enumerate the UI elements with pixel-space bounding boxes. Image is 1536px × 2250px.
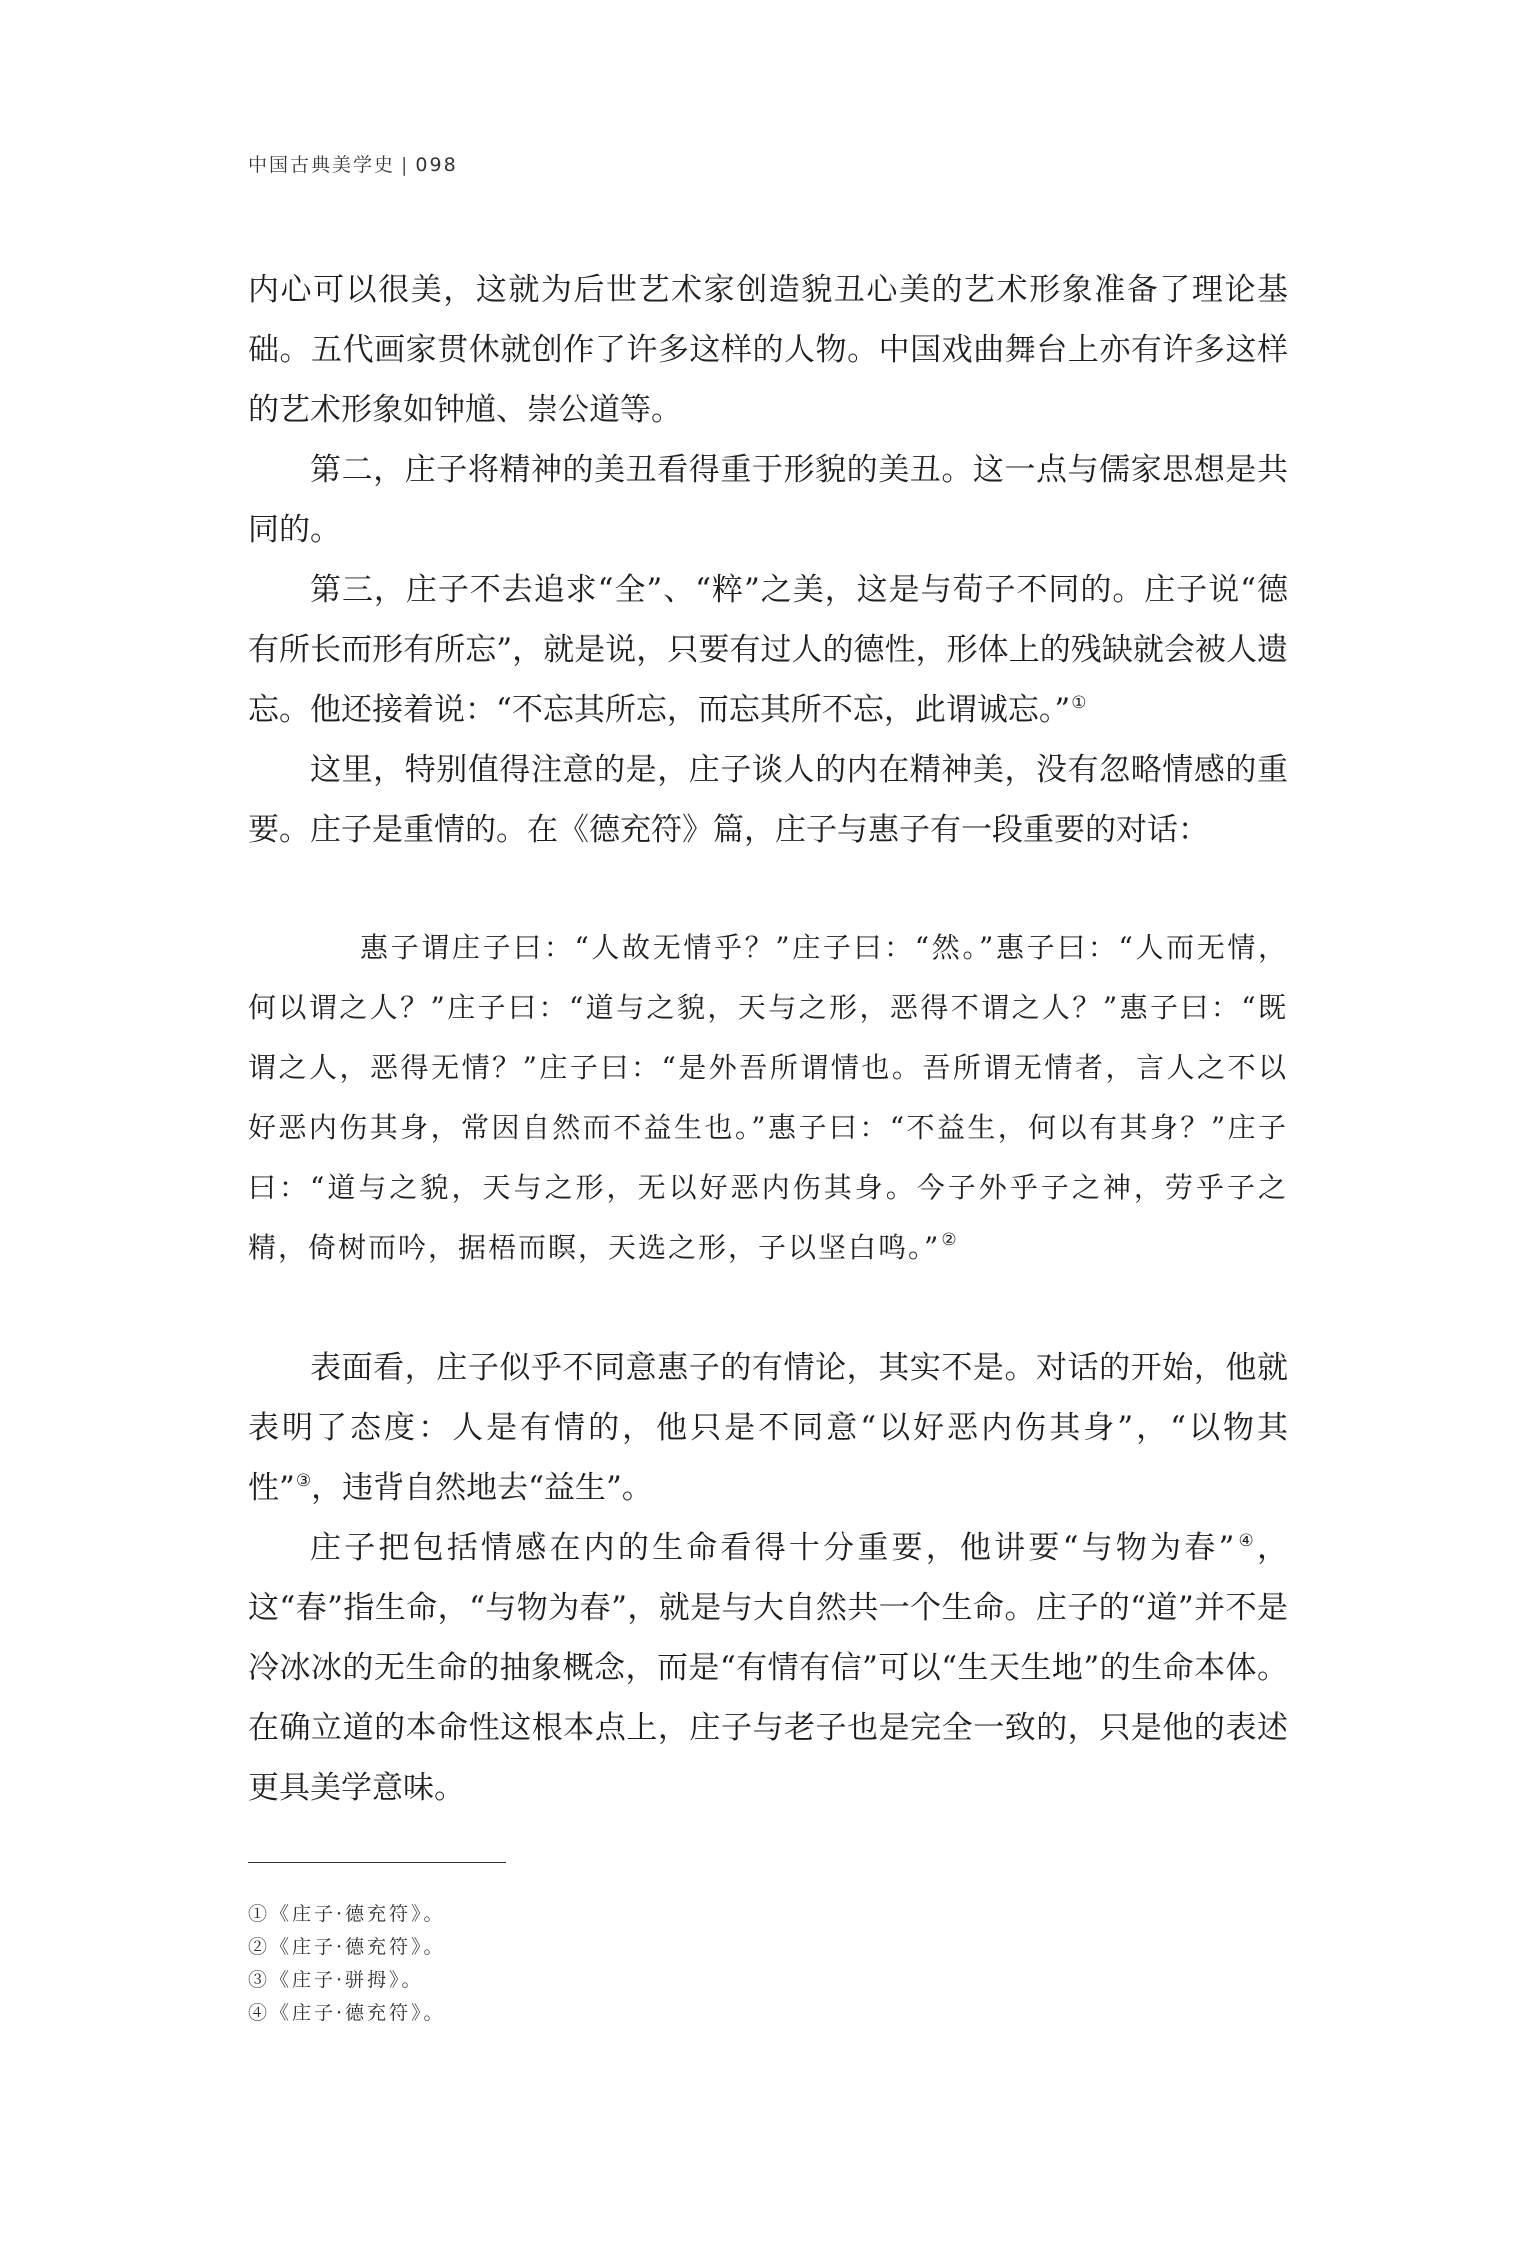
- footnote-divider: [248, 1862, 506, 1863]
- paragraph-surface-view-text-b: ，违背自然地去“益生”。: [311, 1470, 653, 1506]
- paragraph-life-importance-text-b: ，这“春”指生命，“与物为春”，就是与大自然共一个生命。庄子的“道”并不是冷冰冰的无生命的抽象概念，而是“有情有信”可以“生天生地”的生命本体。在确立道的本命性这根本点上，庄子与老子也是完全一致的，只是他的表述更具美学意味。: [248, 1530, 1288, 1806]
- block-quote: [248, 918, 1288, 1278]
- footnote-ref-3: ③: [295, 1471, 312, 1491]
- footnote-3: ③《庄子·骈拇》。: [248, 1969, 424, 1991]
- running-header: [248, 150, 458, 177]
- footnote-ref-2: ②: [941, 1230, 959, 1250]
- paragraph-second-point: 第二，庄子将精神的美丑看得重于形貌的美丑。这一点与儒家思想是共同的。: [248, 452, 1288, 548]
- block-quote-text: [248, 918, 1288, 1278]
- footnote-4: ④《庄子·德充符》。: [248, 2002, 446, 2024]
- footnote-2: ②《庄子·德充符》。: [248, 1936, 446, 1958]
- footnote-ref-4: ④: [1235, 1531, 1257, 1551]
- quote-body: 惠子谓庄子曰：“人故无情乎？”庄子曰：“然。”惠子曰：“人而无情，何以谓之人？”庄子曰：“道与之貌，天与之形，恶得不谓之人？”惠子曰：“既谓之人，恶得无情？”庄子曰：“是外吾所谓情也。吾所谓无情者，言人之不以好恶内伤其身，常因自然而不益生也。”惠子曰：“不益生，何以有其身？”庄子曰：“道与之貌，天与之形，无以好恶内伤其身。今子外乎子之神，劳乎子之精，倚树而吟，据梧而瞑，天选之形，子以坚白鸣。”: [248, 931, 1288, 1264]
- paragraph-continued: 内心可以很美，这就为后世艺术家创造貌丑心美的艺术形象准备了理论基础。五代画家贯休就创作了许多这样的人物。中国戏曲舞台上亦有许多这样的艺术形象如钟馗、崇公道等。: [248, 272, 1288, 428]
- paragraph-life-importance-text-a: 庄子把包括情感在内的生命看得十分重要，他讲要“与物为春”: [310, 1530, 1235, 1566]
- book-title: 中国古典美学史: [248, 154, 396, 176]
- footnotes: [248, 1898, 446, 2030]
- paragraph-emotion: 这里，特别值得注意的是，庄子谈人的内在精神美，没有忽略情感的重要。庄子是重情的。在《德充符》篇，庄子与惠子有一段重要的对话：: [248, 752, 1288, 848]
- header-separator: |: [401, 154, 410, 176]
- paragraph-surface-view-text-a: 表面看，庄子似乎不同意惠子的有情论，其实不是。对话的开始，他就表明了态度：人是有情的，他只是不同意“以好恶内伤其身”，“以物其性”: [248, 1350, 1288, 1506]
- page-number: 098: [415, 154, 458, 176]
- main-text-lower: [248, 1338, 1288, 1818]
- paragraph-third-point: [248, 560, 1288, 740]
- footnote-1: ①《庄子·德充符》。: [248, 1903, 446, 1925]
- paragraph-life-importance: [248, 1518, 1288, 1818]
- paragraph-surface-view: [248, 1338, 1288, 1518]
- main-text-upper: [248, 260, 1288, 860]
- footnote-ref-1: ①: [1071, 693, 1087, 713]
- paragraph-third-point-text: 第三，庄子不去追求“全”、“粹”之美，这是与荀子不同的。庄子说“德有所长而形有所忘”，就是说，只要有过人的德性，形体上的残缺就会被人遗忘。他还接着说：“不忘其所忘，而忘其所不忘，此谓诚忘。”: [248, 572, 1288, 728]
